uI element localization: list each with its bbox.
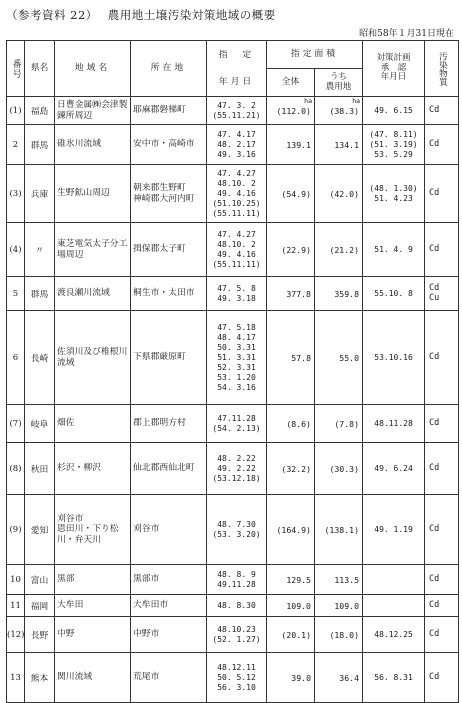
plan-approval-date: [363, 565, 425, 595]
area-farmland: 55.0: [315, 311, 363, 405]
area-name: 渡良瀬川流域: [55, 277, 131, 311]
pollutant: Cd Cu: [425, 277, 459, 311]
table-row: [7, 653, 459, 703]
location: 朝来郡生野町 神崎郡大河内町: [131, 165, 207, 223]
area-name: 日曹金属㈱会津製錬所周辺: [55, 97, 131, 125]
pollutant: Cd: [425, 165, 459, 223]
pollution-area-table: [6, 40, 459, 703]
col-header-plan: 対策計画 承 認 年月日: [363, 41, 425, 97]
designation-dates: 48. 2.22 49. 2.22 (53.12.18): [207, 443, 267, 495]
title-text: 農用地土壌汚染対策地域の概要: [107, 8, 276, 22]
location: 刈谷市: [131, 495, 207, 565]
table-row: [7, 125, 459, 165]
area-total: (8.6): [267, 405, 315, 443]
location: 大牟田市: [131, 595, 207, 617]
designation-dates: 47. 5.18 48. 4.17 50. 3.31 51. 3.31 52. 3.31 53. 1.20 54. 3.16: [207, 311, 267, 405]
area-name: 碓氷川流域: [55, 125, 131, 165]
row-number: 13: [7, 653, 25, 703]
area-farmland: 109.0: [315, 595, 363, 617]
unit-label: ha: [304, 97, 312, 105]
col-header-area: 地域名: [55, 41, 131, 97]
location: 仙北郡西仙北町: [131, 443, 207, 495]
row-number: (3): [7, 165, 25, 223]
area-total: ha (112.0): [267, 97, 315, 125]
table-row: [7, 565, 459, 595]
table-row: [7, 277, 459, 311]
designation-dates: 48.12.11 50. 5.12 56. 3.10: [207, 653, 267, 703]
area-name: 中野: [55, 617, 131, 653]
prefecture: 〃: [25, 223, 55, 277]
area-total: 139.1: [267, 125, 315, 165]
area-total: 57.8: [267, 311, 315, 405]
area-farmland: (18.0): [315, 617, 363, 653]
plan-approval-date: 51. 4. 9: [363, 223, 425, 277]
designation-dates: 47.11.28 (54. 2.13): [207, 405, 267, 443]
location: 耶麻郡磐梯町: [131, 97, 207, 125]
table-row: [7, 443, 459, 495]
area-total: 377.8: [267, 277, 315, 311]
area-farmland: (21.2): [315, 223, 363, 277]
area-total: (54.9): [267, 165, 315, 223]
row-number: (4): [7, 223, 25, 277]
as-of-date: 昭和58年１月31日現在: [359, 29, 454, 39]
area-name: 畑佐: [55, 405, 131, 443]
prefecture: 兵庫: [25, 165, 55, 223]
prefecture: 岐阜: [25, 405, 55, 443]
pollutant: Cd: [425, 495, 459, 565]
area-name: 関川流域: [55, 653, 131, 703]
prefecture: 熊本: [25, 653, 55, 703]
prefecture: 富山: [25, 565, 55, 595]
location: 桐生市・太田市: [131, 277, 207, 311]
plan-approval-date: 48.12.25: [363, 617, 425, 653]
col-header-location: 所在地: [131, 41, 207, 97]
area-farmland: (138.1): [315, 495, 363, 565]
location: 黒部市: [131, 565, 207, 595]
row-number: (1): [7, 97, 25, 125]
table-row: [7, 97, 459, 125]
col-header-area-farm: うち 農用地: [315, 69, 363, 97]
prefecture: 福岡: [25, 595, 55, 617]
location: 安中市・高崎市: [131, 125, 207, 165]
plan-approval-date: 53.10.16: [363, 311, 425, 405]
col-header-pref: 県名: [25, 41, 55, 97]
area-farmland: 36.4: [315, 653, 363, 703]
pollutant: Cd: [425, 443, 459, 495]
plan-approval-date: 49. 6.15: [363, 97, 425, 125]
location: 荒尾市: [131, 653, 207, 703]
area-total: (22.9): [267, 223, 315, 277]
area-farmland: 359.8: [315, 277, 363, 311]
table-row: [7, 223, 459, 277]
pollutant: Cd: [425, 97, 459, 125]
row-number: (12): [7, 617, 25, 653]
table-row: [7, 165, 459, 223]
col-header-area-group: 指定面積: [267, 41, 363, 69]
pollutant: Cd: [425, 617, 459, 653]
plan-approval-date: 49. 6.24: [363, 443, 425, 495]
area-total: 129.5: [267, 565, 315, 595]
area-total: (32.2): [267, 443, 315, 495]
col-header-no: 番号: [7, 41, 25, 97]
plan-approval-date: (47. 8.11) (51. 3.19) 53. 5.29: [363, 125, 425, 165]
table-row: [7, 617, 459, 653]
table-row: [7, 595, 459, 617]
area-name: 刈谷市 恩田川・下り松川・弁天川: [55, 495, 131, 565]
col-header-substance: 汚染物質: [425, 41, 459, 97]
area-name: 大牟田: [55, 595, 131, 617]
col-header-designation-date: 年月日: [207, 69, 267, 97]
area-name: 東芝電気太子分工場周辺: [55, 223, 131, 277]
col-header-designation: 指 定: [207, 41, 267, 69]
location: 下県郡厳原町: [131, 311, 207, 405]
prefecture: 福島: [25, 97, 55, 125]
plan-approval-date: 55.10. 8: [363, 277, 425, 311]
pollutant: Cd: [425, 405, 459, 443]
row-number: 5: [7, 277, 25, 311]
table-row: [7, 495, 459, 565]
reference-label: （参考資料 22）: [6, 8, 98, 22]
area-name: 佐須川及び椎根川流域: [55, 311, 131, 405]
area-total: 109.0: [267, 595, 315, 617]
area-name: 杉沢・柳沢: [55, 443, 131, 495]
designation-dates: 48.10.23 (52. 1.27): [207, 617, 267, 653]
area-farmland: (7.8): [315, 405, 363, 443]
pollutant: Cd: [425, 311, 459, 405]
pollutant: Cd: [425, 125, 459, 165]
pollutant: Cd: [425, 565, 459, 595]
area-total: (164.9): [267, 495, 315, 565]
plan-approval-date: 56. 8.31: [363, 653, 425, 703]
area-name: 黒部: [55, 565, 131, 595]
area-farmland: ha (38.3): [315, 97, 363, 125]
pollutant: Cd: [425, 653, 459, 703]
designation-dates: 47. 4.17 48. 2.17 49. 3.16: [207, 125, 267, 165]
col-header-area-total: 全体: [267, 69, 315, 97]
plan-approval-date: [363, 595, 425, 617]
prefecture: 群馬: [25, 277, 55, 311]
prefecture: 愛知: [25, 495, 55, 565]
row-number: 2: [7, 125, 25, 165]
prefecture: 長野: [25, 617, 55, 653]
area-total: 39.0: [267, 653, 315, 703]
document-title: [6, 7, 276, 23]
pollutant: Cd: [425, 595, 459, 617]
plan-approval-date: 48.11.28: [363, 405, 425, 443]
designation-dates: 47. 4.27 48.10. 2 49. 4.16 (55.11.11): [207, 223, 267, 277]
designation-dates: 47. 3. 2 (55.11.21): [207, 97, 267, 125]
designation-dates: 48. 8.30: [207, 595, 267, 617]
area-farmland: 113.5: [315, 565, 363, 595]
designation-dates: 47. 4.27 48.10. 2 49. 4.16 (51.10.25) (55.11.11): [207, 165, 267, 223]
prefecture: 長崎: [25, 311, 55, 405]
pollutant: Cd: [425, 223, 459, 277]
area-name: 生野鉱山周辺: [55, 165, 131, 223]
designation-dates: 47. 5. 8 49. 3.18: [207, 277, 267, 311]
designation-dates: 48. 7.30 (53. 3.20): [207, 495, 267, 565]
area-farmland: 134.1: [315, 125, 363, 165]
row-number: 10: [7, 565, 25, 595]
area-total: (20.1): [267, 617, 315, 653]
row-number: (7): [7, 405, 25, 443]
unit-label: ha: [352, 97, 361, 105]
location: 揖保郡太子町: [131, 223, 207, 277]
row-number: (9): [7, 495, 25, 565]
prefecture: 群馬: [25, 125, 55, 165]
designation-dates: 48. 8. 9 49.11.28: [207, 565, 267, 595]
plan-approval-date: (48. 1.30) 51. 4.23: [363, 165, 425, 223]
row-number: 11: [7, 595, 25, 617]
table-row: [7, 311, 459, 405]
plan-approval-date: 49. 1.19: [363, 495, 425, 565]
area-farmland: (30.3): [315, 443, 363, 495]
area-farmland: (42.0): [315, 165, 363, 223]
prefecture: 秋田: [25, 443, 55, 495]
row-number: (8): [7, 443, 25, 495]
table-row: [7, 405, 459, 443]
location: 郡上郡明方村: [131, 405, 207, 443]
location: 中野市: [131, 617, 207, 653]
row-number: 6: [7, 311, 25, 405]
